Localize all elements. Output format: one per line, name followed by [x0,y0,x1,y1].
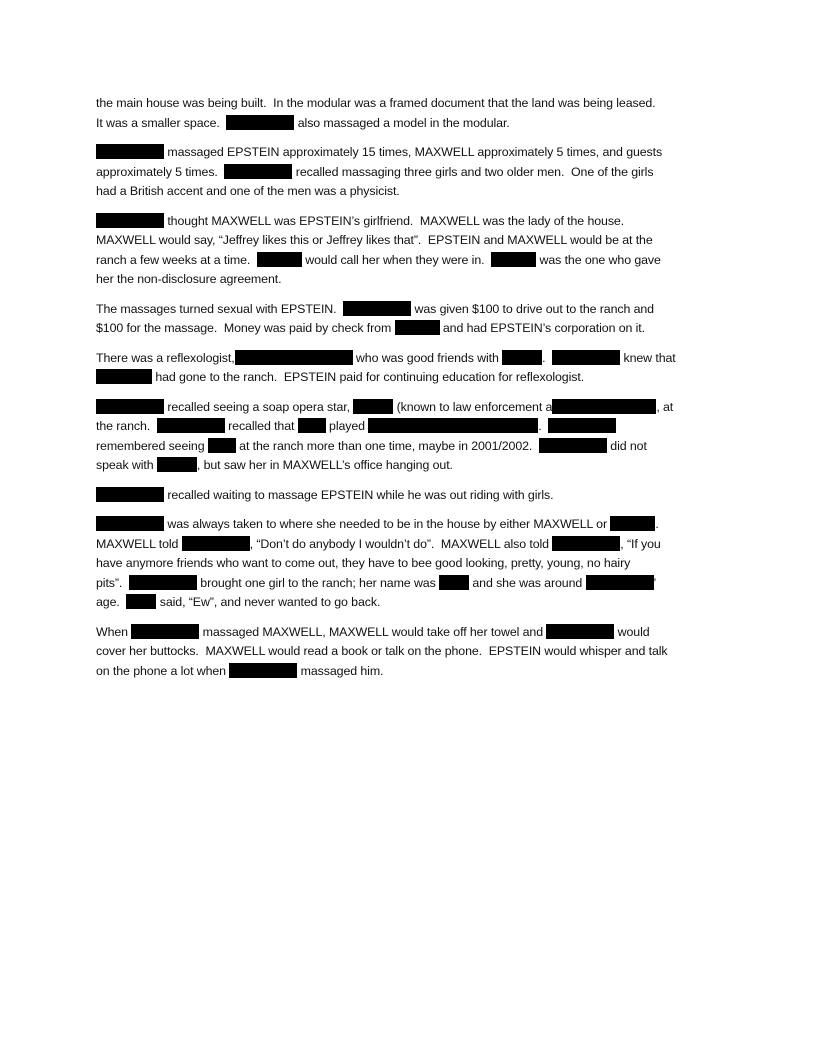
text-run: had gone to the ranch. EPSTEIN paid for continuing education for reflexologist. [152,370,585,384]
text-run: , “Don’t do anybody I wouldn’t do”. MAXWELL also told [249,536,553,551]
text-run: There was a reflexologist, [96,350,235,365]
text-run: said, “Ew”, and never wanted to go back. [156,595,381,609]
paragraph [96,300,724,339]
paragraph [96,349,724,388]
text-run: on the phone a lot when [96,663,230,678]
redaction-block [539,438,607,453]
text-run: also massaged a model in the modular. [294,115,510,130]
text-line [96,437,724,457]
text-run: It was a smaller space. [96,115,227,130]
redaction-block [586,575,654,590]
text-run: pits”. [96,575,129,590]
text-line [96,593,724,613]
redaction-block [502,350,542,365]
text-run: The massages turned sexual with EPSTEIN. [96,301,344,316]
redaction-block [552,399,656,414]
text-line [96,642,724,662]
paragraph [96,94,724,133]
text-run: MAXWELL would say, “Jeffrey likes this or Jeffrey likes that”. EPSTEIN and MAXWELL would be at the [96,233,653,247]
text-line [96,515,724,535]
text-run: remembered seeing [96,438,208,453]
text-run: was the one who gave [536,252,661,267]
redaction-block [257,252,302,267]
text-run: , at [656,399,674,414]
redaction-block [229,663,297,678]
text-line [96,212,724,232]
text-run: brought one girl to the ranch; her name was [196,575,440,590]
text-run: , but saw her in MAXWELL’s office hanging out. [196,458,453,472]
redaction-block [552,536,620,551]
text-line [96,300,724,320]
redaction-block [353,399,393,414]
text-run: cover her buttocks. MAXWELL would read a book or talk on the phone. EPSTEIN would whisper and talk [96,644,668,658]
redaction-block [226,115,294,130]
redaction-block [491,252,536,267]
redaction-block [96,487,164,502]
redaction-block [157,418,225,433]
text-line [96,417,724,437]
text-run: massaged EPSTEIN approximately 15 times, MAXWELL approximately 5 times, and guests [164,145,663,159]
redaction-block [129,575,197,590]
redaction-block [131,624,199,639]
paragraph [96,212,724,290]
text-line [96,662,724,682]
redaction-block [224,164,292,179]
text-line [96,574,724,594]
text-line [96,319,724,339]
text-line [96,182,724,202]
text-run: MAXWELL told [96,536,182,551]
text-line [96,486,724,506]
text-line [96,368,724,388]
document-body [96,94,724,691]
text-run: her the non-disclosure agreement. [96,272,282,286]
redaction-block [208,438,236,453]
redaction-block [548,418,616,433]
redaction-block [368,418,538,433]
paragraph [96,486,724,506]
text-run: and she was around [469,575,586,590]
redaction-block [157,457,197,472]
text-run: . [542,350,553,365]
text-run: the main house was being built. In the modular was a framed document that the land was being leased. [96,96,656,110]
text-run: knew that [620,350,676,365]
text-line [96,143,724,163]
redaction-block [610,516,655,531]
text-line [96,114,724,134]
paragraph [96,143,724,202]
text-run: . [538,419,549,433]
text-line [96,94,724,114]
text-line [96,251,724,271]
text-run: played [325,419,369,433]
text-run: have anymore friends who want to come out, they have to bee good looking, pretty, young, no hairy [96,556,631,570]
redaction-block [96,369,152,384]
text-run: ’ [653,575,657,590]
redaction-block [96,144,164,159]
text-line [96,398,724,418]
text-line [96,349,724,369]
redaction-block [182,536,250,551]
paragraph [96,515,724,613]
text-run: would call her when they were in. [301,252,492,267]
text-run: approximately 5 times. [96,164,225,179]
paragraph [96,623,724,682]
text-run: (known to law enforcement a [393,399,553,414]
text-line [96,456,724,476]
text-run: recalled that [224,419,298,433]
text-run: was given $100 to drive out to the ranch and [411,301,654,316]
text-run: was always taken to where she needed to be in the house by either MAXWELL or [164,517,611,531]
text-run: ranch a few weeks at a time. [96,252,257,267]
text-run: , “If you [620,536,661,551]
text-run: and had EPSTEIN’s corporation on it. [439,321,645,335]
text-line [96,231,724,251]
text-run: $100 for the massage. Money was paid by check from [96,321,395,335]
paragraph [96,398,724,476]
text-run: massaged him. [297,663,384,678]
text-run: did not [606,438,647,453]
text-run: When [96,624,132,639]
text-line [96,270,724,290]
text-run: . [655,517,659,531]
redaction-block [96,399,164,414]
redaction-block [126,594,156,609]
text-run: age. [96,595,127,609]
text-run: massaged MAXWELL, MAXWELL would take off her towel and [199,624,547,639]
text-run: would [614,624,650,639]
redaction-block [439,575,469,590]
redaction-block [546,624,614,639]
text-run: who was good friends with [352,350,503,365]
redaction-block [552,350,620,365]
text-line [96,554,724,574]
redaction-block [298,418,326,433]
text-run: speak with [96,458,157,472]
text-run: recalled waiting to massage EPSTEIN while he was out riding with girls. [164,487,554,502]
redaction-block [395,320,440,335]
text-run: had a British accent and one of the men was a physicist. [96,184,400,198]
text-line [96,535,724,555]
text-line [96,163,724,183]
text-run: recalled seeing a soap opera star, [164,399,354,414]
text-run: thought MAXWELL was EPSTEIN’s girlfriend. MAXWELL was the lady of the house. [164,213,625,228]
text-run: recalled massaging three girls and two older men. One of the girls [292,164,654,179]
text-run: the ranch. [96,419,157,433]
redaction-block [343,301,411,316]
text-line [96,623,724,643]
text-run: at the ranch more than one time, maybe in 2001/2002. [235,438,539,453]
redaction-block [96,213,164,228]
redaction-block [96,516,164,531]
redaction-block [235,350,353,365]
